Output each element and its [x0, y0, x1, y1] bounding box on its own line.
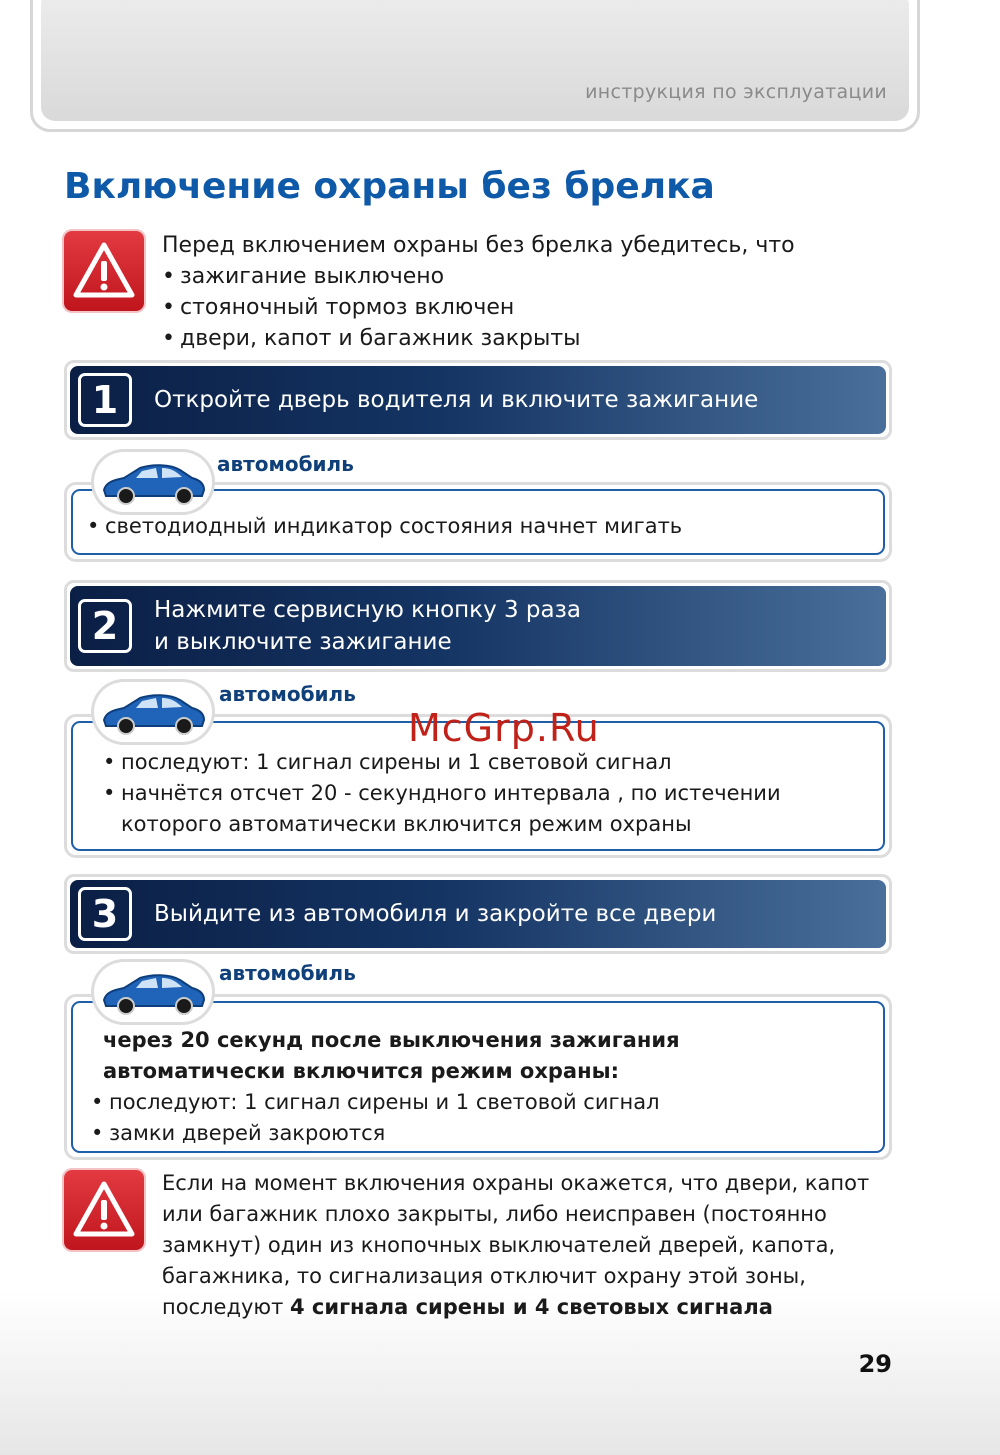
intro-list	[162, 261, 842, 354]
step-text: Нажмите сервисную кнопку 3 раза и выключите зажигание	[154, 597, 581, 655]
list-item: • последуют: 1 сигнал сирены и 1 световой сигнал	[103, 747, 781, 778]
result-list	[87, 511, 682, 542]
car-label: автомобиль	[219, 961, 356, 985]
list-item: • последуют: 1 сигнал сирены и 1 световой сигнал	[91, 1087, 680, 1118]
result-list	[91, 1087, 680, 1149]
note-text: Если на момент включения охраны окажется, что двери, капот или багажник плохо закрыты, либо неисправен (постоянно замкнут) один из кнопочных выключателей дверей, капота, багажника, то сигнализация отключит охрану этой зоны, последуют 4 сигнала сирены и 4 световых сигнала	[162, 1171, 870, 1319]
car-label: автомобиль	[217, 452, 354, 476]
list-item: • двери, капот и багажник закрыты	[162, 323, 842, 354]
note-emphasis: 4 сигнала сирены и 4 световых сигнала	[290, 1295, 773, 1319]
list-item-continuation: которого автоматически включится режим охраны	[121, 812, 692, 836]
car-icon	[94, 682, 212, 742]
step-number: 1	[78, 373, 132, 427]
header-text: инструкция по эксплуатации	[585, 81, 887, 103]
watermark: McGrp.Ru	[408, 706, 600, 750]
result-list	[103, 747, 781, 809]
car-icon	[94, 452, 212, 512]
list-item: • начнётся отсчет 20 - секундного интервала , по истечении	[103, 778, 781, 809]
intro-lead: Перед включением охраны без брелка убедитесь, что	[162, 233, 795, 258]
intro-block	[162, 230, 842, 354]
page-title: Включение охраны без брелка	[64, 166, 715, 207]
step-text: Выйдите из автомобиля и закройте все двери	[154, 901, 717, 927]
step-number: 2	[78, 599, 132, 653]
step-3	[64, 874, 892, 954]
step-text: Откройте дверь водителя и включите зажигание	[154, 387, 759, 413]
warning-triangle-icon	[64, 231, 144, 311]
list-item: • стояночный тормоз включен	[162, 292, 842, 323]
list-item: • светодиодный индикатор состояния начнет мигать	[87, 511, 682, 542]
header-panel	[30, 0, 920, 132]
car-label: автомобиль	[219, 682, 356, 706]
step-number: 3	[78, 887, 132, 941]
result-heading: через 20 секунд после выключения зажигания	[103, 1028, 680, 1052]
result-heading: автоматически включится режим охраны:	[103, 1059, 619, 1083]
car-icon	[94, 962, 212, 1022]
step-1	[64, 360, 892, 440]
warning-triangle-icon	[64, 1170, 144, 1250]
page-number: 29	[858, 1350, 892, 1378]
step-2	[64, 580, 892, 672]
list-item: • зажигание выключено	[162, 261, 842, 292]
list-item: • замки дверей закроются	[91, 1118, 680, 1149]
